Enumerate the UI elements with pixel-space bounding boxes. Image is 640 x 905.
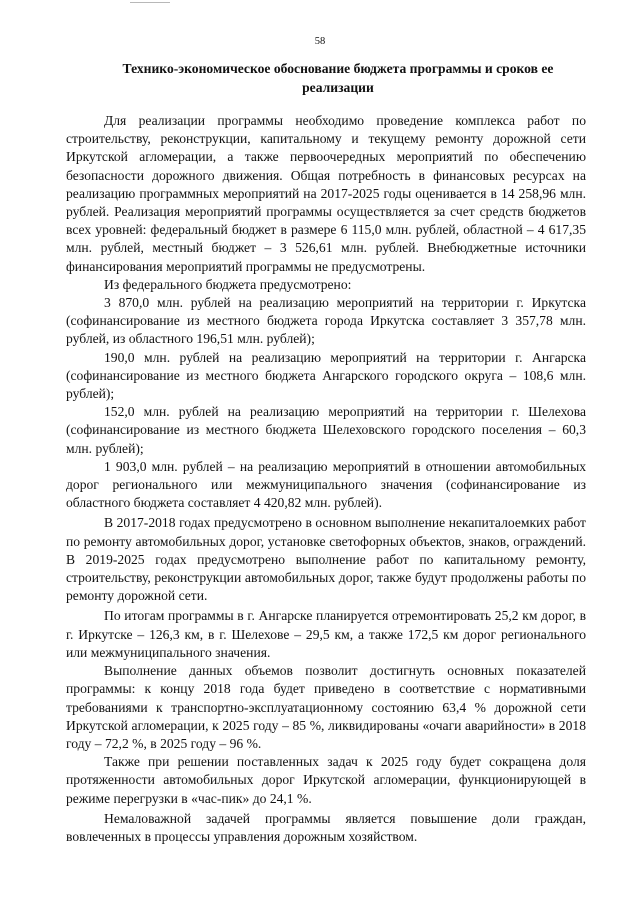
scan-artifact-line — [130, 2, 170, 3]
paragraph-congestion-reduction: Также при решении поставленных задач к 2025 году будет сокращена доля протяженности автомобильных дорог Иркутской агломерации, функционирующей в режиме перегрузки в «час-пик» до 24,1 %. — [66, 754, 586, 806]
paragraph-angarsk-funding: 190,0 млн. рублей на реализацию мероприятий на территории г. Ангарска (софинансирование из местного бюджета Ангарского городского округа – 108,6 млн. рублей); — [66, 349, 586, 402]
paragraph-federal-budget-intro: Из федерального бюджета предусмотрено: — [104, 276, 352, 292]
paragraph-irkutsk-funding: 3 870,0 млн. рублей на реализацию мероприятий на территории г. Иркутска (софинансирование из местного бюджета города Иркутска составляет 3 357,78 млн. рублей, из областного 196,51 млн. рублей); — [66, 295, 586, 347]
paragraph-citizen-involvement: Немаловажной задачей программы является повышение доли граждан, вовлеченных в процессы управления дорожным хозяйством. — [66, 810, 586, 844]
paragraph-key-indicators: Выполнение данных объемов позволит достигнуть основных показателей программы: к концу 2018 года будет приведено в соответствие с нормативными требованиями к транспортно-эксплуатационному состоянию 63,4 % дорожной сети Иркутской агломерации, к 2025 году – 85 %, ликвидированы «очаги аварийности» в 2018 году – 72,2 %, в 2025 году – 96 %. — [66, 663, 586, 751]
paragraph-repair-results: По итогам программы в г. Ангарске планируется отремонтировать 25,2 км дорог, в г. Иркутске – 126,3 км, в г. Шелехове – 29,5 км, а также 172,5 км дорог регионального или межмуниципального значения. — [66, 608, 586, 660]
paragraph-shelekhov-funding: 152,0 млн. рублей на реализацию мероприятий на территории г. Шелехова (софинансирование из местного бюджета Шелеховского городского поселения – 60,3 млн. рублей); — [66, 404, 586, 456]
section-heading: Технико-экономическое обоснование бюджета программы и сроков ее реализации — [122, 61, 554, 95]
paragraph-regional-roads-funding: 1 903,0 млн. рублей – на реализацию мероприятий в отношении автомобильных дорог регионального или межмуниципального значения (софинансирование из областного бюджета составляет 4 420,82 млн. рублей). — [66, 458, 586, 511]
body-text — [66, 112, 586, 846]
page-number: 58 — [314, 36, 326, 47]
paragraph-work-schedule: В 2017-2018 годах предусмотрено в основном выполнение некапиталоемких работ по ремонту автомобильных дорог, установке светофорных объектов, знаков, ограждений. В 2019-2025 годах предусмотрено выполнение работ по капитальному ремонту, строительству, реконструкции автомобильных дорог, также будут продолжены работы по ремонту дорожной сети. — [66, 515, 586, 604]
paragraph-funding-overview: Для реализации программы необходимо проведение комплекса работ по строительству, реконструкции, капитальному и текущему ремонту дорожной сети Иркутской агломерации, а также первоочередных мероприятий по обеспечению безопасности дорожного движения. Общая потребность в финансовых ресурсах на реализацию программных мероприятий на 2017-2025 годы оценивается в 14 258,96 млн. рублей. Реализация мероприятий программы осуществляется за счет средств бюджетов всех уровней: федеральный бюджет в размере 6 115,0 млн. рублей, областной – 4 617,35 млн. рублей, местный бюджет – 3 526,61 млн. рублей. Внебюджетные источники финансирования мероприятий программы не предусмотрены. — [66, 113, 586, 274]
